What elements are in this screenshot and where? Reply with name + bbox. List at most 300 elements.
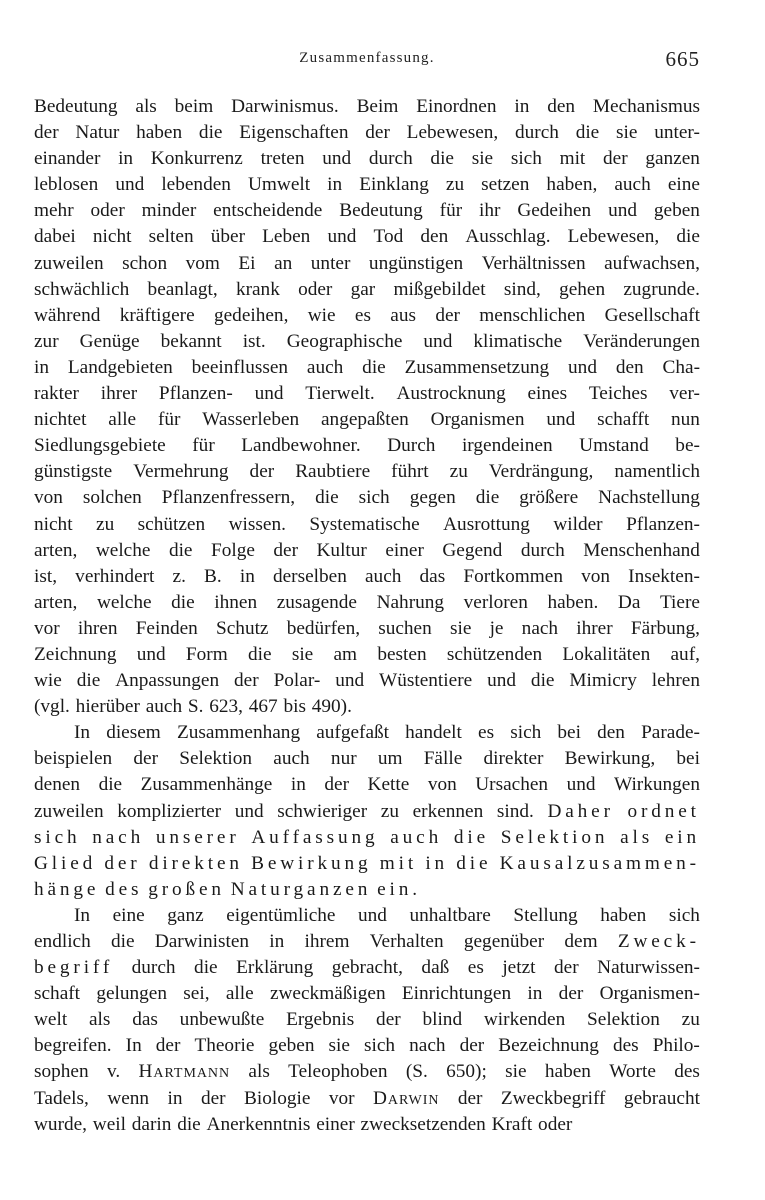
word: Organismen — [430, 409, 525, 431]
word: sich — [510, 148, 542, 170]
word: Eigenschaften — [239, 122, 349, 144]
word: sie — [328, 1035, 350, 1057]
word: eigentümliche — [226, 904, 336, 926]
word: der — [155, 1035, 181, 1057]
word: Parade- — [641, 722, 700, 744]
word: durch — [368, 148, 413, 170]
word: ihrer — [100, 383, 138, 405]
word: einer — [385, 539, 424, 561]
text-line — [34, 1112, 700, 1138]
text-line — [34, 981, 700, 1007]
word: des — [105, 878, 143, 900]
word: auch — [273, 748, 310, 770]
word: denen — [34, 774, 81, 796]
word: für — [439, 200, 463, 222]
word: direkten — [148, 852, 243, 874]
word: Philo- — [652, 1035, 700, 1057]
word: wissen. — [228, 513, 286, 535]
word: Austrocknung — [396, 383, 506, 405]
word: Kultur — [316, 539, 367, 561]
word: und — [487, 670, 517, 692]
word: bedürfen, — [286, 617, 361, 639]
word: der — [435, 304, 460, 326]
word: der — [34, 122, 59, 144]
word: Umwelt — [247, 174, 311, 196]
word: und — [136, 643, 166, 665]
word: Landbewohner. — [241, 435, 361, 457]
word: Erklärung — [236, 957, 314, 979]
word: Einordnen — [416, 96, 497, 117]
word: Mimicry — [569, 670, 637, 692]
word: für — [157, 409, 181, 431]
word: vor — [34, 617, 60, 639]
word: der — [200, 1087, 226, 1109]
text-line — [34, 955, 700, 981]
word: sie — [616, 122, 638, 144]
word: Ei — [238, 252, 256, 274]
word: handelt — [405, 722, 462, 744]
word: und — [358, 904, 387, 926]
word: zu — [445, 174, 465, 196]
word: Gesellschaft — [604, 304, 700, 326]
word: haben, — [546, 174, 598, 196]
word: nach — [92, 826, 145, 848]
paragraph — [34, 720, 700, 903]
word: Geographische — [286, 330, 403, 352]
word: eine — [667, 174, 700, 196]
word: Naturwissen- — [597, 957, 700, 979]
word: die — [475, 487, 500, 509]
word: zu — [681, 1009, 700, 1031]
word: unbewußte — [179, 1009, 265, 1031]
word: ordnet — [627, 800, 700, 822]
word: auch — [614, 174, 651, 196]
text-line — [34, 381, 700, 407]
text-line — [34, 433, 700, 459]
word: der — [554, 957, 579, 979]
word: mehr — [34, 200, 74, 222]
word: begreifen. — [34, 1035, 112, 1057]
word: Zusammenhänge — [140, 774, 273, 796]
word: Teiches — [588, 383, 648, 405]
word: Einklang — [359, 174, 429, 196]
word: sie — [291, 643, 314, 665]
word: und — [254, 383, 284, 405]
word: die — [111, 931, 135, 952]
word: Verhalten — [369, 931, 444, 952]
word: zu — [380, 800, 399, 822]
word: Wirkungen — [614, 774, 700, 796]
word: Lokalitäten — [562, 643, 651, 665]
word: unter — [310, 252, 351, 274]
paragraph — [34, 903, 700, 1138]
word: derselben — [272, 565, 347, 587]
word: der — [133, 748, 159, 770]
word: komplizierter — [117, 800, 222, 822]
word: es — [478, 722, 495, 744]
word: in — [269, 931, 285, 952]
word: die — [76, 670, 101, 692]
word: darin — [131, 1113, 172, 1135]
word: Menschenhand — [583, 539, 700, 561]
word: Ausrottung — [443, 513, 530, 535]
word: Gegend — [442, 539, 503, 561]
word: Polar- — [273, 670, 321, 692]
word: Worte — [609, 1061, 656, 1083]
word: wie — [34, 670, 62, 692]
word: haben — [136, 122, 183, 144]
word: und — [335, 670, 365, 692]
word: gegenüber — [463, 931, 545, 952]
word: und — [566, 774, 596, 796]
word: Einrichtungen — [401, 983, 512, 1005]
word: Zusammensetzung — [404, 356, 550, 378]
word: den — [597, 722, 625, 744]
word: mit — [379, 852, 418, 874]
word: als — [620, 826, 654, 848]
word: minder — [141, 200, 197, 222]
word: besten — [377, 643, 427, 665]
word: als — [88, 1009, 111, 1031]
word: der — [234, 670, 259, 692]
word: beispielen — [34, 748, 113, 770]
word: schaft — [34, 983, 81, 1005]
word: endlich — [34, 931, 91, 952]
word: beanlagt, — [147, 278, 218, 300]
word: leblosen — [34, 174, 99, 196]
word: Bedeutung — [34, 96, 118, 117]
word: jetzt — [502, 957, 536, 979]
word: ihren — [77, 617, 118, 639]
word: der — [249, 461, 275, 483]
word: Natur — [75, 122, 120, 144]
word: irgendeinen — [461, 435, 553, 457]
word: welche — [96, 591, 152, 613]
word: aus — [390, 304, 416, 326]
word: mit — [559, 148, 586, 170]
word: es — [467, 957, 484, 979]
word: ein. — [377, 878, 421, 900]
word: haben — [544, 1061, 591, 1083]
text-line — [34, 224, 700, 250]
word: zu — [449, 461, 468, 483]
word: diesem — [106, 722, 161, 744]
word: Pflanzen- — [158, 383, 233, 405]
word: als — [135, 96, 157, 117]
word: unter- — [654, 122, 700, 144]
word: welche — [95, 539, 151, 561]
word: Genüge — [79, 330, 140, 352]
word: entscheidende — [213, 200, 323, 222]
word: zusagende — [276, 591, 357, 613]
word: 623, — [209, 696, 243, 718]
word: in — [327, 174, 343, 196]
word: und — [546, 409, 576, 431]
word: alle — [108, 409, 137, 431]
text-line — [34, 120, 700, 146]
word: vor — [328, 1087, 355, 1109]
text-line — [34, 172, 700, 198]
word: Da — [617, 591, 641, 613]
word: die — [575, 122, 600, 144]
word: in — [514, 96, 530, 117]
word: auch — [145, 696, 183, 718]
word: Beim — [356, 96, 399, 117]
word: je — [489, 617, 504, 639]
word: günstigste — [34, 461, 113, 483]
word: Pflanzen- — [626, 513, 700, 535]
paragraph — [34, 94, 700, 720]
word: lebenden — [161, 174, 231, 196]
text-line — [34, 1033, 700, 1059]
word: kräftigere — [119, 304, 195, 326]
word: durch — [520, 539, 565, 561]
word: die — [430, 148, 454, 170]
word: gelungen — [96, 983, 168, 1005]
word: 467 — [248, 696, 278, 718]
word: die — [194, 957, 218, 979]
word: sich — [358, 487, 390, 509]
word: die — [247, 643, 272, 665]
word: sophen — [34, 1061, 89, 1083]
word: Form — [185, 643, 228, 665]
word: an — [274, 252, 293, 274]
text-line — [34, 485, 700, 511]
word: von — [427, 774, 457, 796]
word: (S. — [405, 1061, 428, 1083]
word: lehren — [651, 670, 700, 692]
word: selten — [148, 226, 194, 248]
word: In — [125, 1035, 142, 1057]
word: der — [104, 852, 141, 874]
word: es — [354, 304, 371, 326]
word: ganzen — [645, 148, 700, 170]
word: treten — [260, 148, 305, 170]
word: als — [248, 1061, 270, 1083]
word: die — [168, 539, 193, 561]
word: bei — [557, 722, 581, 744]
word: Lebewesen, — [406, 122, 499, 144]
word: zweckmäßigen — [269, 983, 386, 1005]
word: sie — [471, 148, 494, 170]
word: die — [198, 122, 223, 144]
word: Pflanzenfressern, — [161, 487, 296, 509]
text-line — [34, 1086, 700, 1112]
word: in — [118, 148, 134, 170]
text-line — [34, 929, 700, 955]
word: der — [376, 1009, 401, 1031]
word: Siedlungsgebiete — [34, 435, 166, 457]
word: sich — [510, 722, 542, 744]
word: durch — [131, 957, 176, 979]
text-line — [34, 564, 700, 590]
text-line — [34, 146, 700, 172]
word: Bewirkung — [251, 852, 372, 874]
word: Kette — [367, 774, 410, 796]
word: Anerkenntnis — [206, 1113, 311, 1135]
word: aufgefaßt — [316, 722, 390, 744]
text-line — [34, 538, 700, 564]
word: Darwin — [373, 1087, 440, 1109]
text-line — [34, 329, 700, 355]
word: Tadels, — [34, 1087, 89, 1109]
word: geben — [268, 1035, 315, 1057]
word: der — [558, 983, 584, 1005]
word: unserer — [155, 826, 240, 848]
word: Glied — [34, 852, 97, 874]
text-line — [34, 407, 700, 433]
word: über — [210, 226, 245, 248]
word: Cha- — [662, 356, 700, 378]
word: der — [457, 1087, 483, 1109]
word: geben — [653, 200, 700, 222]
word: Darwinismus. — [231, 96, 339, 117]
word: nicht — [92, 226, 132, 248]
text-line — [34, 1059, 700, 1085]
word: Fortkommen — [463, 565, 563, 587]
word: durch — [515, 122, 559, 144]
word: v. — [106, 1061, 121, 1083]
word: Auffassung — [251, 826, 379, 848]
word: in — [34, 356, 49, 378]
word: nach — [521, 617, 559, 639]
word: beeinflussen — [191, 356, 289, 378]
word: Konkurrenz — [150, 148, 243, 170]
word: von — [34, 487, 63, 509]
word: Feinden — [135, 617, 198, 639]
word: die — [362, 356, 386, 378]
word: Tiere — [659, 591, 700, 613]
word: wie — [307, 304, 336, 326]
running-title: Zusammenfassung. — [299, 50, 435, 66]
word: Mechanismus — [592, 96, 700, 117]
word: sie — [449, 617, 472, 639]
text-line — [34, 746, 700, 772]
word: von — [581, 565, 611, 587]
word: be- — [675, 435, 700, 457]
word: den — [615, 356, 644, 378]
word: und — [322, 148, 352, 170]
word: Insekten- — [628, 565, 700, 587]
word: bekannt — [160, 330, 222, 352]
word: S. — [187, 696, 204, 718]
word: 490). — [311, 696, 352, 718]
word: hänge — [34, 878, 100, 900]
word: und — [234, 800, 264, 822]
word: Färbung, — [630, 617, 700, 639]
word: nicht — [34, 513, 73, 535]
word: mißgebildet — [393, 278, 486, 300]
text-line — [34, 1007, 700, 1033]
word: aufwachsen, — [604, 252, 700, 274]
word: direkter — [483, 748, 544, 770]
word: unhaltbare — [409, 904, 491, 926]
word: Bezeichnung — [498, 1035, 599, 1057]
text-line — [34, 94, 700, 120]
word: In — [74, 722, 91, 744]
word: Nahrung — [376, 591, 445, 613]
word: den — [420, 226, 449, 248]
word: rakter — [34, 383, 79, 405]
word: zwecksetzenden — [360, 1113, 486, 1135]
word: schwächlich — [34, 278, 130, 300]
word: für — [192, 435, 215, 457]
word: verhindert — [75, 565, 155, 587]
word: großen — [148, 878, 225, 900]
word: um — [377, 748, 403, 770]
text-line — [34, 616, 700, 642]
word: Hartmann — [138, 1061, 231, 1083]
word: blind — [422, 1009, 463, 1031]
word: (vgl. — [34, 696, 70, 718]
word: klimatische — [473, 330, 563, 352]
word: gebracht, — [331, 957, 403, 979]
body-text — [34, 94, 700, 1138]
word: arten, — [34, 539, 78, 561]
word: schon — [122, 252, 168, 274]
word: und — [115, 174, 145, 196]
word: das — [132, 1009, 158, 1031]
word: sind. — [496, 800, 534, 822]
word: ihnen — [214, 591, 258, 613]
word: krank — [235, 278, 280, 300]
word: Raubtiere — [295, 461, 371, 483]
text-line — [34, 851, 700, 877]
word: Vermehrung — [133, 461, 229, 483]
word: daß — [421, 957, 450, 979]
word: angepaßten — [321, 409, 409, 431]
word: Systematische — [309, 513, 420, 535]
word: Zeichnung — [34, 643, 117, 665]
word: am — [333, 643, 358, 665]
word: dabei — [34, 226, 76, 248]
word: Zweck- — [617, 931, 700, 952]
word: bis — [283, 696, 306, 718]
word: Tod — [373, 226, 404, 248]
text-line — [34, 251, 700, 277]
word: schwieriger — [277, 800, 368, 822]
word: ein — [664, 826, 700, 848]
word: Wasserleben — [202, 409, 300, 431]
word: eines — [527, 383, 568, 405]
word: und — [608, 200, 637, 222]
word: zu — [96, 513, 115, 535]
word: größere — [519, 487, 579, 509]
word: der — [365, 122, 390, 144]
text-line — [34, 277, 700, 303]
word: suchen — [378, 617, 432, 639]
word: Selektion — [500, 826, 609, 848]
word: in — [425, 852, 449, 874]
word: gehen — [559, 278, 606, 300]
word: ist. — [242, 330, 266, 352]
word: ist, — [34, 565, 58, 587]
word: Zweckbegriff — [500, 1087, 606, 1109]
word: Zusammenhang — [176, 722, 301, 744]
word: des — [612, 1035, 639, 1057]
word: zuweilen — [34, 800, 104, 822]
text-line — [34, 303, 700, 329]
word: Anpassungen — [115, 670, 220, 692]
text-line — [34, 799, 700, 825]
word: zuweilen — [34, 252, 104, 274]
word: sind, — [503, 278, 541, 300]
text-line — [34, 903, 700, 929]
word: weil — [92, 1113, 126, 1135]
word: Darwinisten — [154, 931, 250, 952]
word: die — [315, 487, 339, 509]
word: nun — [671, 409, 700, 431]
